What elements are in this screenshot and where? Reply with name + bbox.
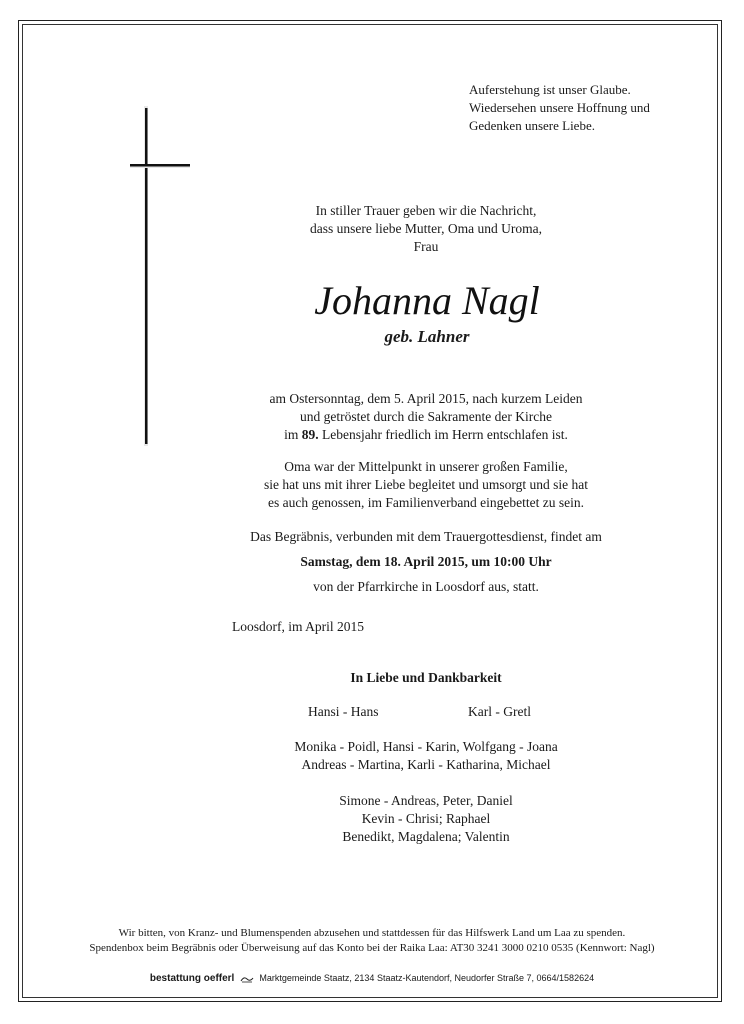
grandchildren xyxy=(116,738,736,774)
wave-logo-icon xyxy=(240,975,254,983)
age-value: 89. xyxy=(301,427,319,442)
birth-name: geb. Lahner xyxy=(384,327,470,346)
great-grandchildren-line: Benedikt, Magdalena; Valentin xyxy=(342,829,510,844)
great-grandchildren-line: Simone - Andreas, Peter, Daniel xyxy=(339,793,513,808)
undertaker-address: Marktgemeinde Staatz, 2134 Staatz-Kautendorf, Neudorfer Straße 7, 0664/1582624 xyxy=(259,973,595,983)
intro-line: In stiller Trauer geben wir die Nachricht, xyxy=(315,203,537,218)
tribute-line: Oma war der Mittelpunkt in unserer großen Familie, xyxy=(284,459,568,474)
request-line: Spendenbox beim Begräbnis oder Überweisung auf das Konto bei der Raika Laa: AT30 3241 3000 0210 0535 (Kennwort: Nagl) xyxy=(89,942,655,954)
funeral-line: Das Begräbnis, verbunden mit dem Trauergottesdienst, findet am xyxy=(250,529,602,544)
great-grandchildren-line: Kevin - Chrisi; Raphael xyxy=(361,811,491,826)
children-right: Karl - Gretl xyxy=(468,704,531,719)
death-line: und getröstet durch die Sakramente der Kirche xyxy=(300,409,552,424)
age-prefix: im xyxy=(284,427,302,442)
deceased-name: Johanna Nagl xyxy=(314,278,540,323)
funeral-location: von der Pfarrkirche in Loosdorf aus, statt. xyxy=(313,579,539,594)
funeral-info xyxy=(116,528,736,596)
death-line: am Ostersonntag, dem 5. April 2015, nach kurzem Leiden xyxy=(269,391,583,406)
place-date: Loosdorf, im April 2015 xyxy=(232,619,364,634)
undertaker-footer xyxy=(22,972,722,985)
motto-verse xyxy=(469,81,650,135)
life-tribute xyxy=(116,458,736,512)
great-grandchildren xyxy=(116,792,736,846)
funeral-date: Samstag, dem 18. April 2015, um 10:00 Uhr xyxy=(300,554,552,569)
donation-request xyxy=(22,926,722,956)
motto-line: Wiedersehen unsere Hoffnung und xyxy=(469,100,650,115)
request-line: Wir bitten, von Kranz- und Blumenspenden abzusehen und stattdessen für das Hilfswerk Land um Laa zu spenden. xyxy=(118,927,626,939)
mourners-heading: In Liebe und Dankbarkeit xyxy=(350,670,502,685)
age-suffix: Lebensjahr friedlich im Herrn entschlafen ist. xyxy=(318,427,568,442)
undertaker-brand: bestattung oefferl xyxy=(149,973,235,984)
announcement-intro xyxy=(116,202,736,256)
death-line xyxy=(116,426,736,444)
grandchildren-line: Andreas - Martina, Karli - Katharina, Michael xyxy=(301,757,551,772)
intro-line: dass unsere liebe Mutter, Oma und Uroma, xyxy=(310,221,542,236)
death-notice xyxy=(116,390,736,444)
tribute-line: sie hat uns mit ihrer Liebe begleitet und umsorgt und sie hat xyxy=(263,477,589,492)
children-left: Hansi - Hans xyxy=(308,704,379,719)
motto-line: Gedenken unsere Liebe. xyxy=(469,118,595,133)
intro-line: Frau xyxy=(413,239,439,254)
grandchildren-line: Monika - Poidl, Hansi - Karin, Wolfgang - Joana xyxy=(294,739,558,754)
motto-line: Auferstehung ist unser Glaube. xyxy=(469,82,631,97)
tribute-line: es auch genossen, im Familienverband eingebettet zu sein. xyxy=(267,495,585,510)
